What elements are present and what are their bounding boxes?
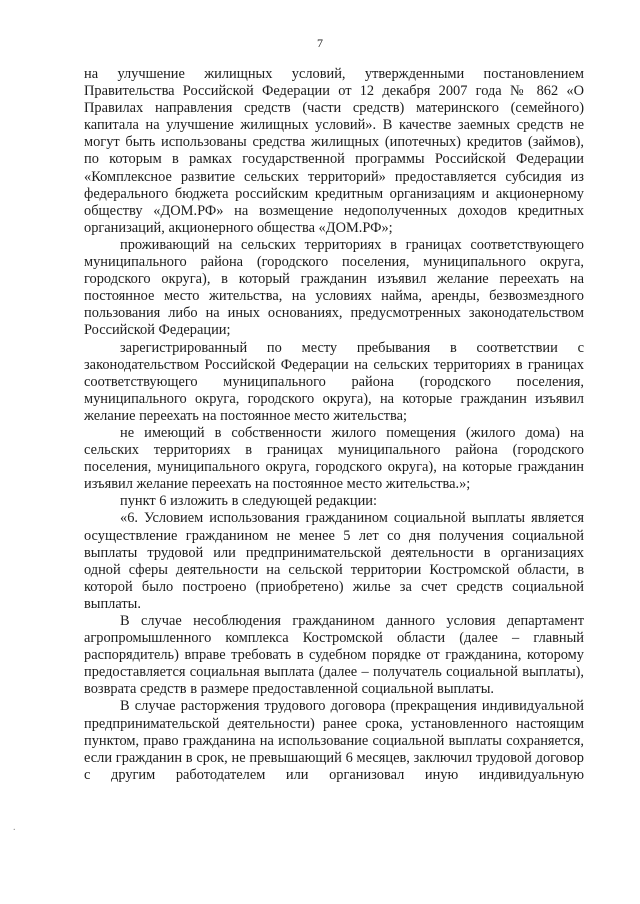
paragraph-no-housing: не имеющий в собственности жилого помещения (жилого дома) на сельских территориях в границах муниципального района (городского поселения, муниципального округа, городского округа), на которые гражданин изъявил желание переехать на постоянное место жительства.»;: [84, 424, 584, 493]
paragraph-continuation: на улучшение жилищных условий, утвержденными постановлением Правительства Российской Федерации от 12 декабря 2007 года № 862 «О Правилах направления средств (части средств) материнского (семейного) капитала на улучшение жилищных условий». В качестве заемных средств не могут быть использованы средства жилищных (ипотечных) кредитов (займов), по которым в рамках государственной программы Российской Федерации «Комплексное развитие сельских территорий» предоставляется субсидия из федерального бюджета российским кредитным организациям и акционерному обществу «ДОМ.РФ» на возмещение недополученных доходов кредитных организаций, акционерного общества «ДОМ.РФ»;: [84, 66, 584, 236]
scan-margin-mark: .: [13, 822, 16, 833]
paragraph-residing: проживающий на сельских территориях в границах соответствующего муниципального района (городского поселения, муниципального округа, городского округа), в который гражданин изъявил желание переехать на постоянное место жительства, на условиях найма, аренды, безвозмездного пользования либо на иных основаниях, предусмотренных законодательством Российской Федерации;: [84, 236, 584, 339]
paragraph-termination: В случае расторжения трудового договора (прекращения индивидуальной предпринимательской деятельности) ранее срока, установленного настоящим пунктом, право гражданина на использование социальной выплаты сохраняется, если гражданин в срок, не превышающий 6 месяцев, заключил трудовой договор с другим работодателем или организовал иную индивидуальную: [84, 698, 584, 783]
document-body: [84, 66, 584, 784]
paragraph-non-compliance: В случае несоблюдения гражданином данного условия департамент агропромышленного комплекса Костромской области (далее – главный распорядитель) вправе требовать в судебном порядке от гражданина, которому предоставляется социальная выплата (далее – получатель социальной выплаты), возврата средств в размере предоставленной социальной выплаты.: [84, 613, 584, 698]
paragraph-registered: зарегистрированный по месту пребывания в соответствии с законодательством Российской Федерации на сельских территориях в границах соответствующего муниципального района (городского поселения, муниципального округа, городского округа), на которые гражданин изъявил желание переехать на постоянное место жительства;: [84, 339, 584, 424]
page-number: 7: [317, 36, 323, 50]
paragraph-amendment-intro: пункт 6 изложить в следующей редакции:: [120, 493, 377, 510]
paragraph-clause-6: «6. Условием использования гражданином социальной выплаты является осуществление гражданином не менее 5 лет со дня получения социальной выплаты трудовой или предпринимательской деятельности в организациях одной сферы деятельности на сельской территории Костромской области, в которой было построено (приобретено) жилье за счет средств социальной выплаты.: [84, 510, 584, 612]
